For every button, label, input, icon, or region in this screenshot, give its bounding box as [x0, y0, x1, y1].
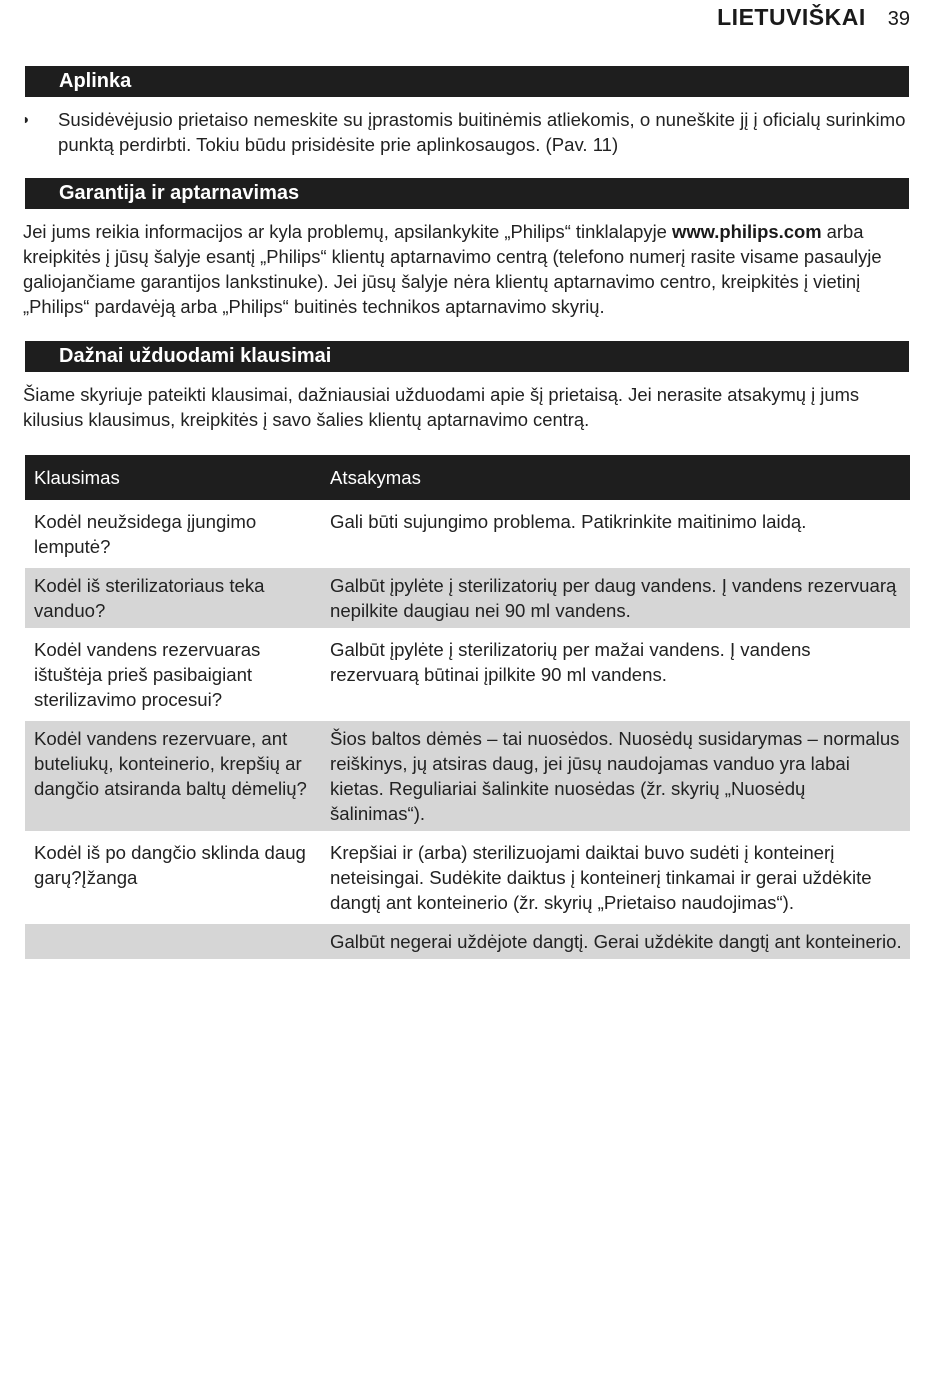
table-row — [25, 568, 910, 628]
table-row — [25, 924, 910, 959]
question-cell: Kodėl iš sterilizatoriaus teka vanduo? — [34, 575, 265, 621]
question-cell: Kodėl vandens rezervuare, ant buteliukų, konteinerio, krepšių ar dangčio atsiranda baltų dėmelių? — [34, 728, 307, 799]
table-row — [25, 504, 910, 564]
answer-cell: Galbūt įpylėte į sterilizatorių per daug vandens. Į vandens rezervuarą nepilkite daugiau nei 90 ml vandens. — [330, 575, 897, 621]
language-title: LIETUVIŠKAI — [717, 4, 866, 30]
answer-cell: Gali būti sujungimo problema. Patikrinkite maitinimo laidą. — [330, 511, 807, 532]
column-header-answer: Atsakymas — [330, 467, 421, 488]
bullet-icon: ◗ — [22, 111, 31, 127]
page-number: 39 — [887, 8, 910, 30]
section-heading-warranty: Garantija ir aptarnavimas — [25, 178, 909, 209]
answer-cell: Krepšiai ir (arba) sterilizuojami daiktai buvo sudėti į konteinerį neteisingai. Sudėkite daiktus į konteinerį tinkamai ir gerai uždėkite dangtį ant konteinerio (žr. skyrių „Prietaiso naudojimas“). — [330, 842, 872, 913]
column-header-question: Klausimas — [34, 467, 120, 488]
section-heading-environment: Aplinka — [25, 66, 909, 97]
page-header — [717, 4, 910, 31]
table-row — [25, 632, 910, 717]
answer-cell: Galbūt negerai uždėjote dangtį. Gerai uždėkite dangtį ant konteinerio. — [330, 931, 902, 952]
question-cell: Kodėl neužsidega įjungimo lemputė? — [34, 511, 257, 557]
warranty-paragraph — [23, 219, 913, 319]
section-heading-faq: Dažnai užduodami klausimai — [25, 341, 909, 372]
faq-table-header — [25, 455, 910, 500]
philips-website-link[interactable]: www.philips.com — [672, 221, 822, 242]
faq-table — [25, 455, 910, 963]
faq-intro: Šiame skyriuje pateikti klausimai, dažniausiai užduodami apie šį prietaisą. Jei nerasite atsakymų į jums kilusius klausimus, kreipkitės į savo šalies klientų aptarnavimo centrą. — [23, 384, 860, 430]
table-row — [25, 721, 910, 831]
warranty-text-end: arba kreipkitės į jūsų šalyje esantį „Philips“ klientų aptarnavimo centrą (telefono numerį rasite visame pasaulyje galiojančiame garantijos lankstinuke). Jei jūsų šalyje nėra klientų aptarnavimo centro, kreipkitės į vietinį „Philips“ pardavėją arba „Philips“ buitinės technikos aptarnavimo skyrių. — [23, 221, 882, 317]
question-cell: Kodėl iš po dangčio sklinda daug garų?Įžanga — [34, 842, 306, 888]
environment-bullet — [22, 107, 912, 157]
question-cell — [25, 924, 321, 959]
answer-cell: Šios baltos dėmės – tai nuosėdos. Nuosėdų susidarymas – normalus reiškinys, jų atsiras daug, jei jūsų naudojamas vanduo yra labai kietas. Reguliariai šalinkite nuosėdas (žr. skyrių „Nuosėdų šalinimas“). — [330, 728, 900, 824]
table-row — [25, 835, 910, 920]
environment-bullet-text: Susidėvėjusio prietaiso nemeskite su įprastomis buitinėmis atliekomis, o nuneškite jį į oficialų surinkimo punktą perdirbti. Tokiu būdu prisidėsite prie aplinkosaugos. (Pav. 11) — [58, 109, 906, 155]
question-cell: Kodėl vandens rezervuaras ištuštėja prieš pasibaigiant sterilizavimo procesui? — [34, 639, 261, 710]
answer-cell: Galbūt įpylėte į sterilizatorių per mažai vandens. Į vandens rezervuarą būtinai įpilkite 90 ml vandens. — [330, 639, 811, 685]
warranty-text-start: Jei jums reikia informacijos ar kyla problemų, apsilankykite „Philips“ tinklalapyje — [23, 221, 673, 242]
